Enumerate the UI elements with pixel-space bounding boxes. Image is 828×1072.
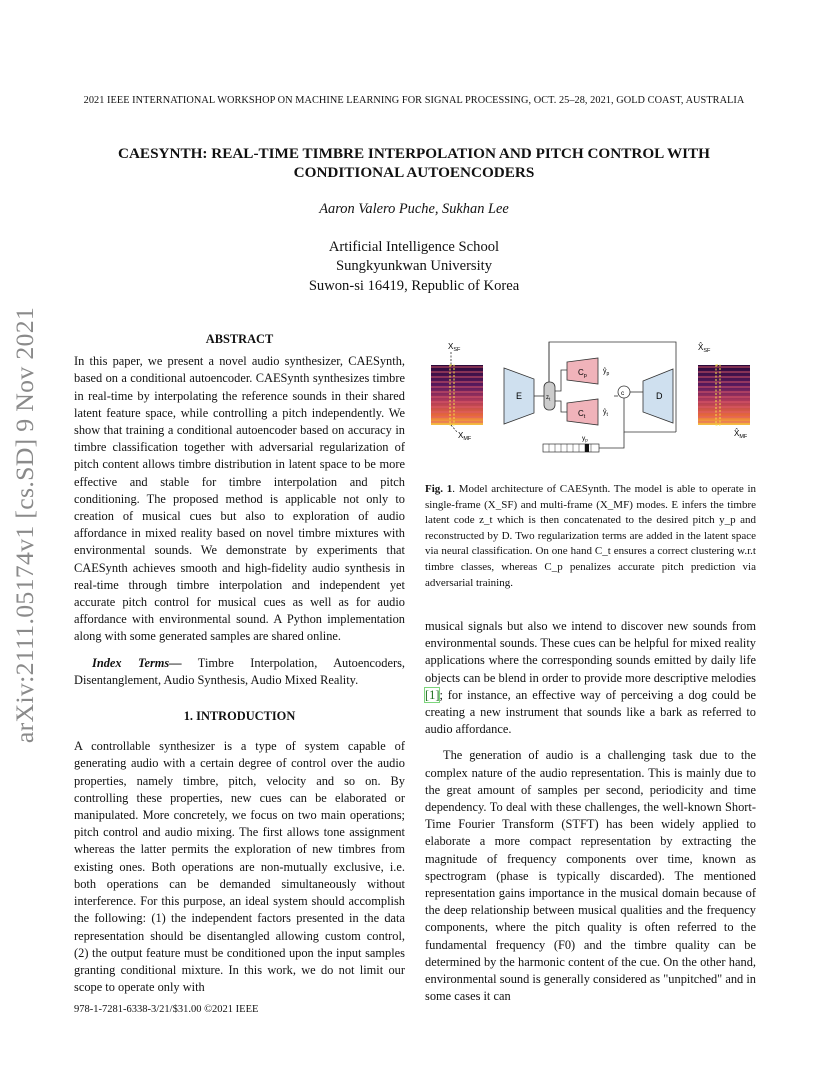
- pitch-label: $y_p$: [582, 435, 588, 443]
- architecture-diagram: [428, 336, 758, 466]
- caption-text: . Model architecture of CAESynth. The model is able to operate in single-frame (X_SF) and multi-frame (X_MF) modes. E infers the timbre latent code z_t which is then concatenated to the desired pitch y_p and reconstructed by D. Two regularization terms are added in the latent space via neural classification. On one hand C_t ensures a correct clustering w.r.t timbre classes, whereas C_p penalizes accurate pitch prediction via adversarial training.: [425, 483, 756, 589]
- right-column: [425, 618, 756, 1005]
- index-terms-text: Timbre Interpolation, Autoencoders, Disentanglement, Audio Synthesis, Audio Mixed Reality.: [74, 655, 405, 687]
- label-xsf: $X_{SF}$: [448, 342, 461, 353]
- figure-caption: [425, 482, 756, 591]
- intro-text: A controllable synthesizer is a type of system capable of generating audio with a certain degree of control over the audio properties, namely timbre, pitch, velocity and so on. By controlling these properties, new cues can be elaborated or manipulated. More concretely, we focus on two main operations; pitch control and audio mixing. The first allows tone assignment whereas the latter permits the exploration of new timbres from existing ones. Both operations are non-mutually exclusive, i.e. both operations can be demanded simultaneously without interference. For this purpose, an ideal system should accomplish the following: (1) the independent factors presented in the data representation should be disentangled allowing custom control, (2) the output feature must be conditioned upon the input samples granting conditional mixture. In this work, we do not limit our scope to operate only with: [74, 739, 405, 995]
- affiliation-school: Artificial Intelligence School: [328, 239, 500, 255]
- pitch-onehot: [543, 444, 599, 452]
- arxiv-stamp: arXiv:2111.05174v1 [cs.SD] 9 Nov 2021: [10, 306, 39, 744]
- paper-title: [60, 144, 768, 182]
- output-spectrogram: [698, 365, 750, 425]
- label-out-mf: $X̂_{MF}$: [734, 429, 748, 440]
- right-paragraph-1: musical signals but also we intend to discover new sounds from environmental sounds. These cues can be helpful for mixed reality applications where the corresponding sounds emitted by daily life objects can be blend in order to provide more descriptive melodies [1]; for instance, an effective way of perceiving a dog could be creating a new instrument that sounds like a bark as referred to audio affordance.: [425, 619, 756, 737]
- figure-1: [428, 336, 758, 466]
- affiliation-address: Suwon-si 16419, Republic of Korea: [308, 277, 520, 294]
- citation-link-1[interactable]: [1]: [425, 687, 440, 702]
- concat-label: c: [621, 390, 625, 397]
- index-terms-label: Index Terms—: [92, 655, 182, 670]
- abstract-text: In this paper, we present a novel audio synthesizer, CAESynth, based on a conditional autoencoder. CAESynth synthesizes timbre in real-time by interpolating the reference sounds in their shared latent feature space, while controlling a pitch independently. We show that training a conditional autoencoder based on accuracy in timbre classification together with adversarial regularization of pitch content allows timbre distribution in latent space to be more effective and stable for timbre interpolation and pitch conditioning. The proposed method is applicable not only to creation of musical cues but also to exploration of audio affordance in mixed reality based on novel timbre mixtures with environmental sounds. We demonstrate by experiments that CAESynth achieves smooth and high-fidelity audio synthesis in real-time through timbre interpolation and independent yet accurate pitch control for musical cues as well as for audio affordance with environmental sound. A Python implementation along with some generated samples are shared online.: [74, 354, 405, 644]
- title-line-2: CONDITIONAL AUTOENCODERS: [293, 164, 535, 181]
- cp-label: $C_p$: [578, 368, 587, 379]
- authors: Aaron Valero Puche, Sukhan Lee: [319, 201, 509, 217]
- index-terms: [74, 655, 405, 689]
- yt-hat-label: $ŷ_t$: [603, 409, 608, 418]
- right-paragraph-2: The generation of audio is a challenging task due to the complex nature of the audio representation. This is mainly due to the great amount of samples per second, periodicity and time dependency. To deal with these challenges, the well-known Short-Time Fourier Transform (STFT) has been widely applied to elaborate a more compact representation by extracting the magnitude of frequency components over time, known as spectrogram (phase is typically discarded). The mentioned representation gains importance in the musical domain because of the deep relationship between musical qualities and the frequency components, where the pitch quality is often referred to the fundamental frequency (F0) and the timbre quality can be determined by the harmonic content of the cue. On the other hand, environmental sound is generally considered as "unpitched" and in some cases it can: [425, 748, 756, 1004]
- intro-heading: 1. INTRODUCTION: [183, 709, 296, 724]
- yp-hat-label: $ŷ_p$: [603, 368, 610, 377]
- conference-header: 2021 IEEE INTERNATIONAL WORKSHOP ON MACHINE LEARNING FOR SIGNAL PROCESSING, OCT. 25–28, 2021, GOLD COAST, AUSTRALIA: [83, 95, 745, 106]
- abstract-section: [74, 331, 405, 996]
- encoder-label: E: [516, 391, 523, 401]
- decoder-label: D: [656, 391, 663, 401]
- affiliation-university: Sungkyunkwan University: [335, 258, 493, 275]
- input-spectrogram: [431, 365, 483, 425]
- affiliation: [0, 238, 828, 296]
- label-xmf: $X_{MF}$: [458, 431, 472, 442]
- ct-label: $C_t$: [578, 409, 586, 420]
- caption-label: Fig. 1: [425, 483, 453, 495]
- latent-label: $z_t$: [546, 395, 551, 402]
- title-line-1: CAESYNTH: REAL-TIME TIMBRE INTERPOLATION AND PITCH CONTROL WITH: [118, 145, 710, 162]
- copyright-footer: 978-1-7281-6338-3/21/$31.00 ©2021 IEEE: [74, 1004, 259, 1015]
- label-out-sf: $X̂_{SF}$: [698, 343, 711, 354]
- abstract-heading: ABSTRACT: [205, 332, 274, 346]
